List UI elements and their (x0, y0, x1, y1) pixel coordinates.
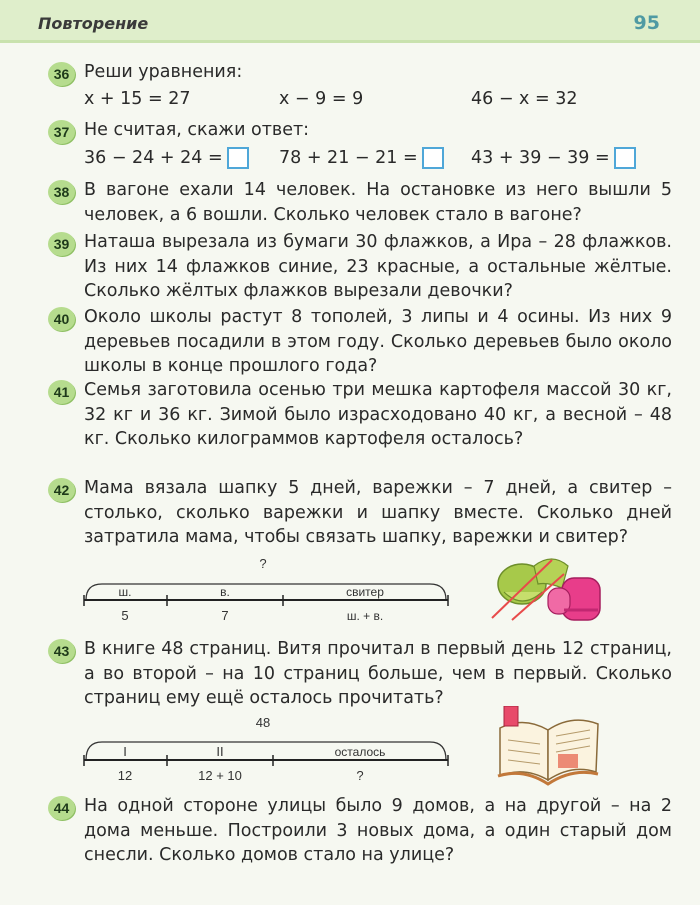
answer-box[interactable] (422, 147, 444, 169)
task-text: На одной стороне улицы было 9 домов, а на другой – на 2 дома меньше. Построили 3 новых дома, а один старый дом снесли. Сколько домов стало на улице? (84, 796, 672, 865)
segment-value: 12 (117, 768, 133, 783)
diagram-total: ? (259, 556, 267, 571)
task-number: 42 (48, 478, 75, 502)
answer-box[interactable] (614, 147, 636, 169)
page-header (0, 0, 700, 43)
task-text: Не считая, скажи ответ: (84, 120, 310, 140)
task-text: Семья заготовила осенью три мешка картофеля массой 30 кг, 32 кг и 36 кг. Зимой было израсходовано 40 кг, а весной – 48 кг. Сколько килограммов картофеля осталось? (84, 380, 672, 449)
open-book-illustration (494, 706, 604, 786)
expression: 36 − 24 + 24 = (84, 147, 249, 169)
segment-diagram-42 (80, 554, 460, 626)
task-number: 39 (48, 232, 75, 256)
segment-label: II (216, 744, 224, 759)
segment-value: 5 (121, 608, 129, 623)
task-text: Мама вязала шапку 5 дней, варежки – 7 дней, а свитер – столько, сколько варежки и шапку вместе. Сколько дней затратила мама, чтобы связать шапку, варежки и свитер? (84, 478, 672, 547)
task-number: 36 (48, 62, 75, 86)
knitting-illustration (482, 548, 622, 628)
segment-label: осталось (334, 745, 386, 759)
segment-label: I (123, 744, 127, 759)
answer-box[interactable] (227, 147, 249, 169)
expression: 43 + 39 − 39 = (471, 147, 636, 169)
equation: 46 − x = 32 (471, 89, 578, 109)
segment-diagram-43 (80, 712, 460, 786)
task-text: В вагоне ехали 14 человек. На остановке из него вышли 5 человек, а 6 вошли. Сколько человек стало в вагоне? (84, 180, 672, 225)
task-number: 44 (48, 796, 75, 820)
segment-value: 7 (221, 608, 229, 623)
equation: x − 9 = 9 (279, 89, 364, 109)
task-text: Наташа вырезала из бумаги 30 флажков, а Ира – 28 флажков. Из них 14 флажков синие, 23 красные, а остальные жёлтые. Сколько жёлтых флажков вырезали девочки? (84, 232, 672, 301)
page-number: 95 (633, 12, 660, 34)
equation: x + 15 = 27 (84, 89, 191, 109)
task-number: 41 (48, 380, 75, 404)
task-text: Около школы растут 8 тополей, 3 липы и 4 осины. Из них 9 деревьев посадили в этом году. Сколько деревьев было около школы в конце прошлого года? (84, 307, 672, 376)
segment-label: свитер (346, 585, 384, 599)
diagram-total: 48 (255, 715, 271, 730)
segment-label: ш. (118, 585, 132, 599)
segment-value: 12 + 10 (198, 768, 242, 783)
section-title: Повторение (38, 14, 149, 33)
task-number: 43 (48, 639, 75, 663)
task-number: 40 (48, 307, 75, 331)
expression: 78 + 21 − 21 = (279, 147, 444, 169)
task-text: В книге 48 страниц. Витя прочитал в первый день 12 страниц, а во второй – на 10 страниц больше, чем в первый. Сколько страниц ему ещё осталось прочитать? (84, 639, 672, 708)
segment-value: ш. + в. (346, 609, 384, 623)
segment-value: ? (356, 768, 364, 783)
task-number: 37 (48, 120, 75, 144)
segment-label: в. (220, 585, 230, 599)
task-text: Реши уравнения: (84, 62, 243, 82)
task-number: 38 (48, 180, 75, 204)
